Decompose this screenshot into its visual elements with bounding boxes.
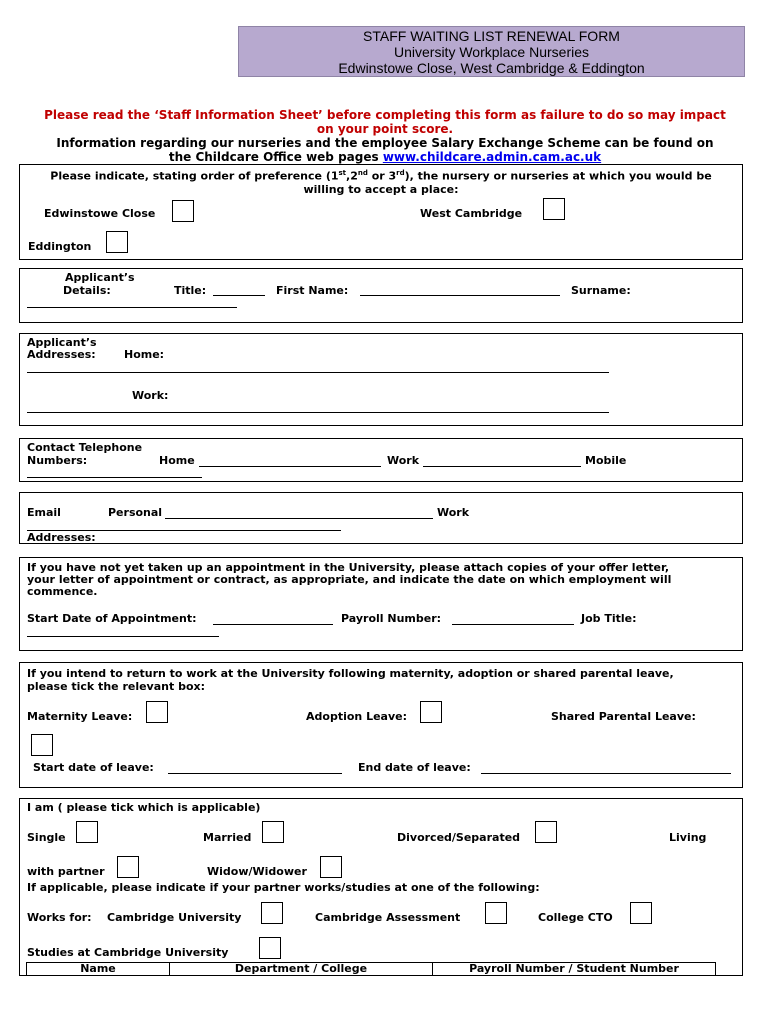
cambridge-university-checkbox[interactable] xyxy=(261,902,283,924)
surname-field[interactable] xyxy=(27,307,237,308)
eddington-checkbox[interactable] xyxy=(106,231,128,253)
married-label: Married xyxy=(203,831,252,844)
living-with-partner-checkbox[interactable] xyxy=(117,856,139,878)
partner-question: If applicable, please indicate if your partner works/studies at one of the following: xyxy=(27,881,540,894)
applicant-label-2: Details: xyxy=(63,284,111,297)
widow-label: Widow/Widower xyxy=(207,865,307,878)
preference-section xyxy=(19,164,743,260)
email-section xyxy=(19,492,743,544)
west-cambridge-checkbox[interactable] xyxy=(543,198,565,220)
edwinstowe-label: Edwinstowe Close xyxy=(44,207,156,220)
payroll-label: Payroll Number: xyxy=(341,612,442,625)
divorced-label: Divorced/Separated xyxy=(397,831,521,844)
leave-end-label: End date of leave: xyxy=(358,761,471,774)
west-cambridge-label: West Cambridge xyxy=(420,207,523,220)
edwinstowe-checkbox[interactable] xyxy=(172,200,194,222)
surname-label: Surname: xyxy=(571,284,631,297)
warning-text xyxy=(0,108,770,136)
leave-end-field[interactable] xyxy=(481,773,731,774)
status-section xyxy=(19,798,743,976)
info-text xyxy=(0,136,770,164)
adoption-label: Adoption Leave: xyxy=(306,710,407,723)
leave-start-field[interactable] xyxy=(168,773,342,774)
partner-table xyxy=(26,962,716,976)
job-title-field[interactable] xyxy=(27,636,219,637)
appointment-line-3: commence. xyxy=(27,585,98,598)
widow-checkbox[interactable] xyxy=(320,856,342,878)
form-locations: Edwinstowe Close, West Cambridge & Eddington xyxy=(338,60,645,76)
info-line-1: Information regarding our nurseries and the employee Salary Exchange Scheme can be found on xyxy=(56,136,714,150)
title-field[interactable] xyxy=(213,295,265,296)
college-cto-label: College CTO xyxy=(538,911,613,924)
title-label: Title: xyxy=(174,284,207,297)
work-phone-field[interactable] xyxy=(423,466,581,467)
start-date-field[interactable] xyxy=(213,624,333,625)
home-phone-field[interactable] xyxy=(199,466,381,467)
phone-label-2: Numbers: xyxy=(27,454,88,467)
addresses-label-2: Addresses: xyxy=(27,348,96,361)
addresses-section xyxy=(19,333,743,426)
phone-section xyxy=(19,438,743,482)
leave-line-2: please tick the relevant box: xyxy=(27,680,205,693)
cambridge-assessment-label: Cambridge Assessment xyxy=(315,911,461,924)
table-header-row xyxy=(27,963,716,976)
form-title: STAFF WAITING LIST RENEWAL FORM xyxy=(363,28,620,44)
preference-instruction xyxy=(20,167,742,196)
work-email-label: Work xyxy=(437,506,470,519)
phone-label-1: Contact Telephone xyxy=(27,441,143,454)
cambridge-assessment-checkbox[interactable] xyxy=(485,902,507,924)
applicant-label-1: Applicant’s xyxy=(65,271,135,284)
leave-line-1: If you intend to return to work at the University following maternity, adoption or shared parental leave, xyxy=(27,667,674,680)
addresses-label-1: Applicant’s xyxy=(27,336,97,349)
work-address-field[interactable] xyxy=(27,412,609,413)
with-partner-label: with partner xyxy=(27,865,105,878)
first-name-field[interactable] xyxy=(360,295,560,296)
email-label-2: Addresses: xyxy=(27,531,96,544)
job-title-label: Job Title: xyxy=(581,612,637,625)
married-checkbox[interactable] xyxy=(262,821,284,843)
work-address-label: Work: xyxy=(132,389,169,402)
cambridge-university-label: Cambridge University xyxy=(107,911,242,924)
warning-line-1: Please read the ‘Staff Information Sheet’ before completing this form as failure to do so may impact xyxy=(44,108,726,122)
info-line-2 xyxy=(0,150,770,164)
maternity-checkbox[interactable] xyxy=(146,701,168,723)
appointment-section xyxy=(19,557,743,651)
works-for-label: Works for: xyxy=(27,911,92,924)
email-label-1: Email xyxy=(27,506,61,519)
shared-parental-checkbox[interactable] xyxy=(31,734,53,756)
start-date-label: Start Date of Appointment: xyxy=(27,612,197,625)
shared-parental-label: Shared Parental Leave: xyxy=(551,710,696,723)
leave-start-label: Start date of leave: xyxy=(33,761,154,774)
eddington-label: Eddington xyxy=(28,240,92,253)
preference-line-1: Please indicate, stating order of preference (1st,2nd or 3rd), the nursery or nurseries at which you would be xyxy=(50,169,712,183)
applicant-details-section xyxy=(19,268,743,323)
studies-checkbox[interactable] xyxy=(259,937,281,959)
living-label: Living xyxy=(669,831,707,844)
leave-section xyxy=(19,662,743,788)
home-phone-label: Home xyxy=(159,454,195,467)
preference-line-2: willing to accept a place: xyxy=(303,182,459,196)
appointment-line-1: If you have not yet taken up an appointment in the University, please attach copies of your offer letter, xyxy=(27,561,670,574)
studies-label: Studies at Cambridge University xyxy=(27,946,229,959)
home-address-label: Home: xyxy=(124,348,165,361)
maternity-label: Maternity Leave: xyxy=(27,710,133,723)
table-header-payroll: Payroll Number / Student Number xyxy=(433,963,716,976)
warning-line-2: on your point score. xyxy=(316,122,454,136)
personal-email-label: Personal xyxy=(108,506,163,519)
payroll-field[interactable] xyxy=(452,624,574,625)
info-prefix: the Childcare Office web pages xyxy=(168,150,383,164)
work-phone-label: Work xyxy=(387,454,420,467)
first-name-label: First Name: xyxy=(276,284,349,297)
form-subtitle: University Workplace Nurseries xyxy=(393,44,589,60)
mobile-phone-field[interactable] xyxy=(27,477,202,478)
status-heading: I am ( please tick which is applicable) xyxy=(27,801,261,814)
single-label: Single xyxy=(27,831,66,844)
appointment-line-2: your letter of appointment or contract, as appropriate, and indicate the date on which employment will xyxy=(27,573,672,586)
table-header-name: Name xyxy=(27,963,170,976)
table-header-department: Department / College xyxy=(170,963,433,976)
personal-email-field[interactable] xyxy=(165,518,433,519)
single-checkbox[interactable] xyxy=(76,821,98,843)
childcare-link[interactable]: www.childcare.admin.cam.ac.uk xyxy=(382,150,602,164)
adoption-checkbox[interactable] xyxy=(420,701,442,723)
college-cto-checkbox[interactable] xyxy=(630,902,652,924)
mobile-phone-label: Mobile xyxy=(585,454,627,467)
divorced-checkbox[interactable] xyxy=(535,821,557,843)
home-address-field[interactable] xyxy=(27,372,609,373)
form-header xyxy=(238,26,745,77)
